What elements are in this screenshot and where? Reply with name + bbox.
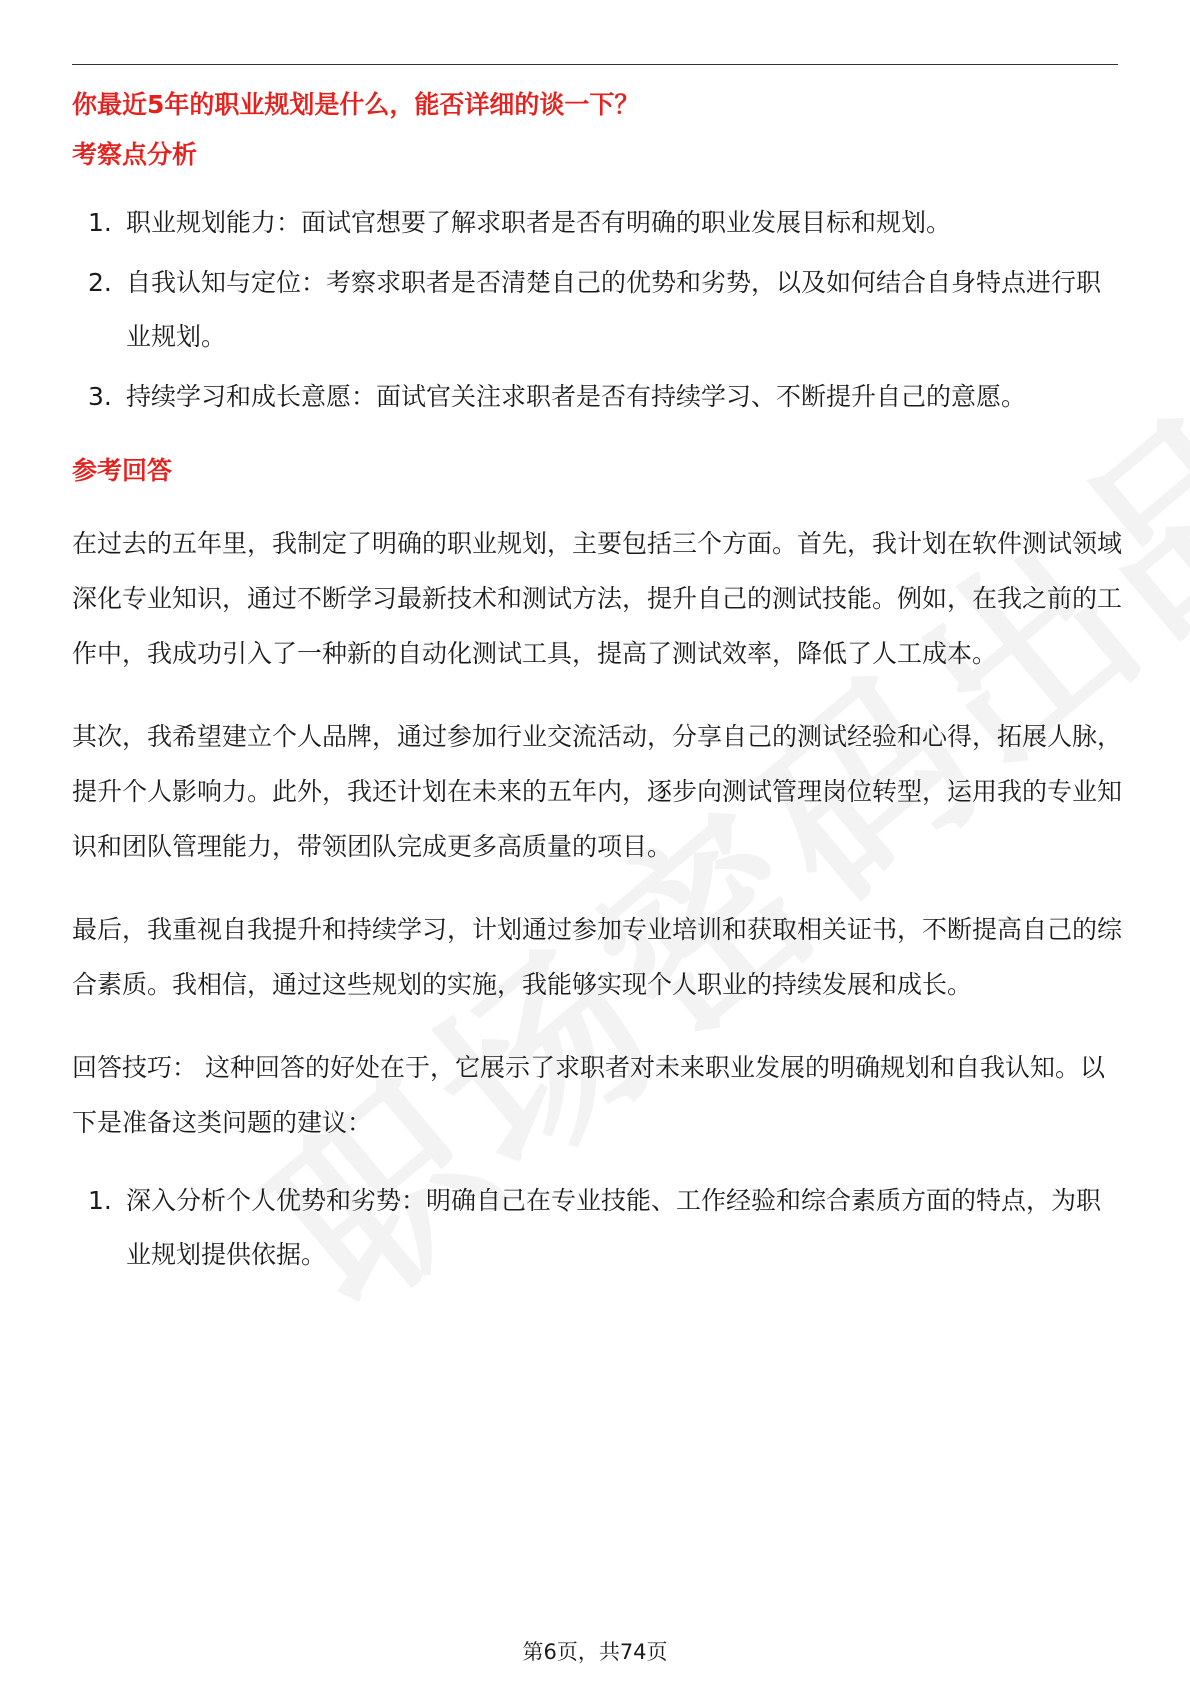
list-item-text: 持续学习和成长意愿：面试官关注求职者是否有持续学习、不断提升自己的意愿。	[126, 382, 1027, 411]
answer-paragraph: 最后，我重视自我提升和持续学习，计划通过参加专业培训和获取相关证书，不断提高自己的综合素质。我相信，通过这些规划的实施，我能够实现个人职业的持续发展和成长。	[72, 915, 1123, 999]
list-number: 2.	[88, 268, 112, 297]
answer-heading: 参考回答	[72, 456, 173, 485]
tips-list	[72, 1174, 1122, 1282]
list-item	[72, 370, 1122, 424]
list-number: 3.	[88, 382, 112, 411]
list-item-text: 职业规划能力：面试官想要了解求职者是否有明确的职业发展目标和规划。	[126, 208, 952, 237]
list-number: 1.	[88, 1186, 112, 1215]
list-number: 1.	[88, 208, 112, 237]
question-title: 你最近5年的职业规划是什么，能否详细的谈一下？	[72, 90, 640, 119]
page-footer: 第6页，共74页	[522, 1640, 668, 1664]
answer-paragraph: 在过去的五年里，我制定了明确的职业规划，主要包括三个方面。首先，我计划在软件测试领域深化专业知识，通过不断学习最新技术和测试方法，提升自己的测试技能。例如，在我之前的工作中，我成功引入了一种新的自动化测试工具，提高了测试效率，降低了人工成本。	[72, 529, 1123, 668]
tips-intro-paragraph: 回答技巧： 这种回答的好处在于，它展示了求职者对未来职业发展的明确规划和自我认知。以下是准备这类问题的建议：	[72, 1053, 1105, 1137]
page-content	[72, 80, 1122, 1288]
list-item-text: 深入分析个人优势和劣势：明确自己在专业技能、工作经验和综合素质方面的特点，为职业规划提供依据。	[126, 1186, 1102, 1269]
list-item-text: 自我认知与定位：考察求职者是否清楚自己的优势和劣势，以及如何结合自身特点进行职业规划。	[126, 268, 1102, 351]
list-item	[72, 256, 1122, 364]
top-rule	[72, 64, 1118, 65]
list-item	[72, 196, 1122, 250]
list-item	[72, 1174, 1122, 1282]
answer-paragraph: 其次，我希望建立个人品牌，通过参加行业交流活动，分享自己的测试经验和心得，拓展人脉，提升个人影响力。此外，我还计划在未来的五年内，逐步向测试管理岗位转型，运用我的专业知识和团队管理能力，带领团队完成更多高质量的项目。	[72, 722, 1123, 861]
analysis-list	[72, 196, 1122, 424]
analysis-heading: 考察点分析	[72, 140, 198, 169]
